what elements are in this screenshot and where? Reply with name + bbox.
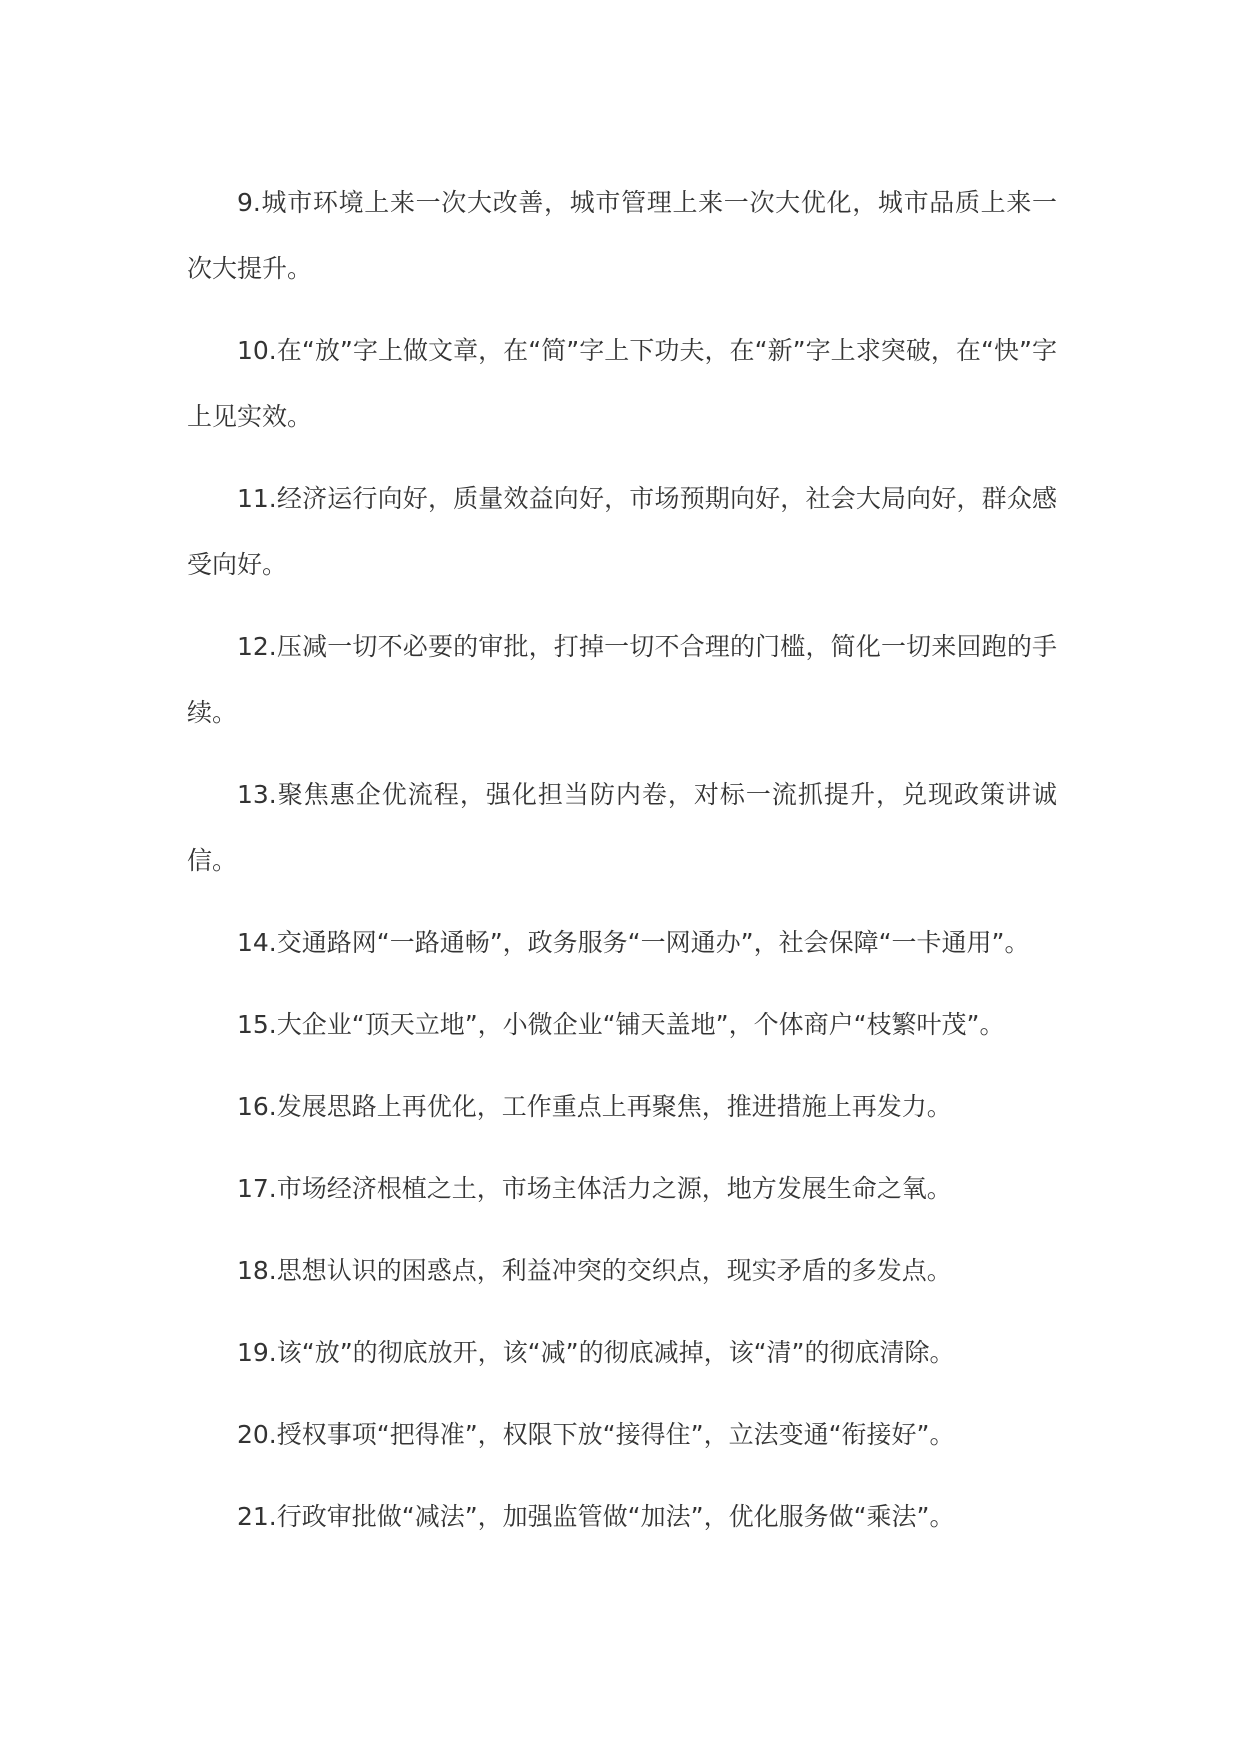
- paragraph-19: 19.该“放”的彻底放开，该“减”的彻底减掉，该“清”的彻底清除。: [237, 1338, 955, 1367]
- paragraph-12: 12.压减一切不必要的审批，打掉一切不合理的门槛，简化一切来回跑的手续。: [187, 632, 1057, 727]
- paragraph-11: 11.经济运行向好，质量效益向好，市场预期向好，社会大局向好，群众感受向好。: [187, 484, 1057, 579]
- document-body: [187, 170, 1057, 1566]
- paragraph-15: 15.大企业“顶天立地”，小微企业“铺天盖地”，个体商户“枝繁叶茂”。: [237, 1010, 1005, 1039]
- paragraph-21: 21.行政审批做“减法”，加强监管做“加法”，优化服务做“乘法”。: [237, 1502, 955, 1531]
- paragraph-17: 17.市场经济根植之土，市场主体活力之源，地方发展生命之氧。: [237, 1174, 952, 1203]
- paragraph-20: 20.授权事项“把得准”，权限下放“接得住”，立法变通“衔接好”。: [237, 1420, 955, 1449]
- paragraph-9: 9.城市环境上来一次大改善，城市管理上来一次大优化，城市品质上来一次大提升。: [187, 188, 1057, 283]
- paragraph-16: 16.发展思路上再优化，工作重点上再聚焦，推进措施上再发力。: [237, 1092, 952, 1121]
- paragraph-10: 10.在“放”字上做文章，在“简”字上下功夫，在“新”字上求突破，在“快”字上见实效。: [187, 336, 1057, 431]
- paragraph-13: 13.聚焦惠企优流程，强化担当防内卷，对标一流抓提升，兑现政策讲诚信。: [187, 780, 1057, 875]
- paragraph-14: 14.交通路网“一路通畅”，政务服务“一网通办”，社会保障“一卡通用”。: [237, 928, 1030, 957]
- paragraph-18: 18.思想认识的困惑点，利益冲突的交织点，现实矛盾的多发点。: [237, 1256, 952, 1285]
